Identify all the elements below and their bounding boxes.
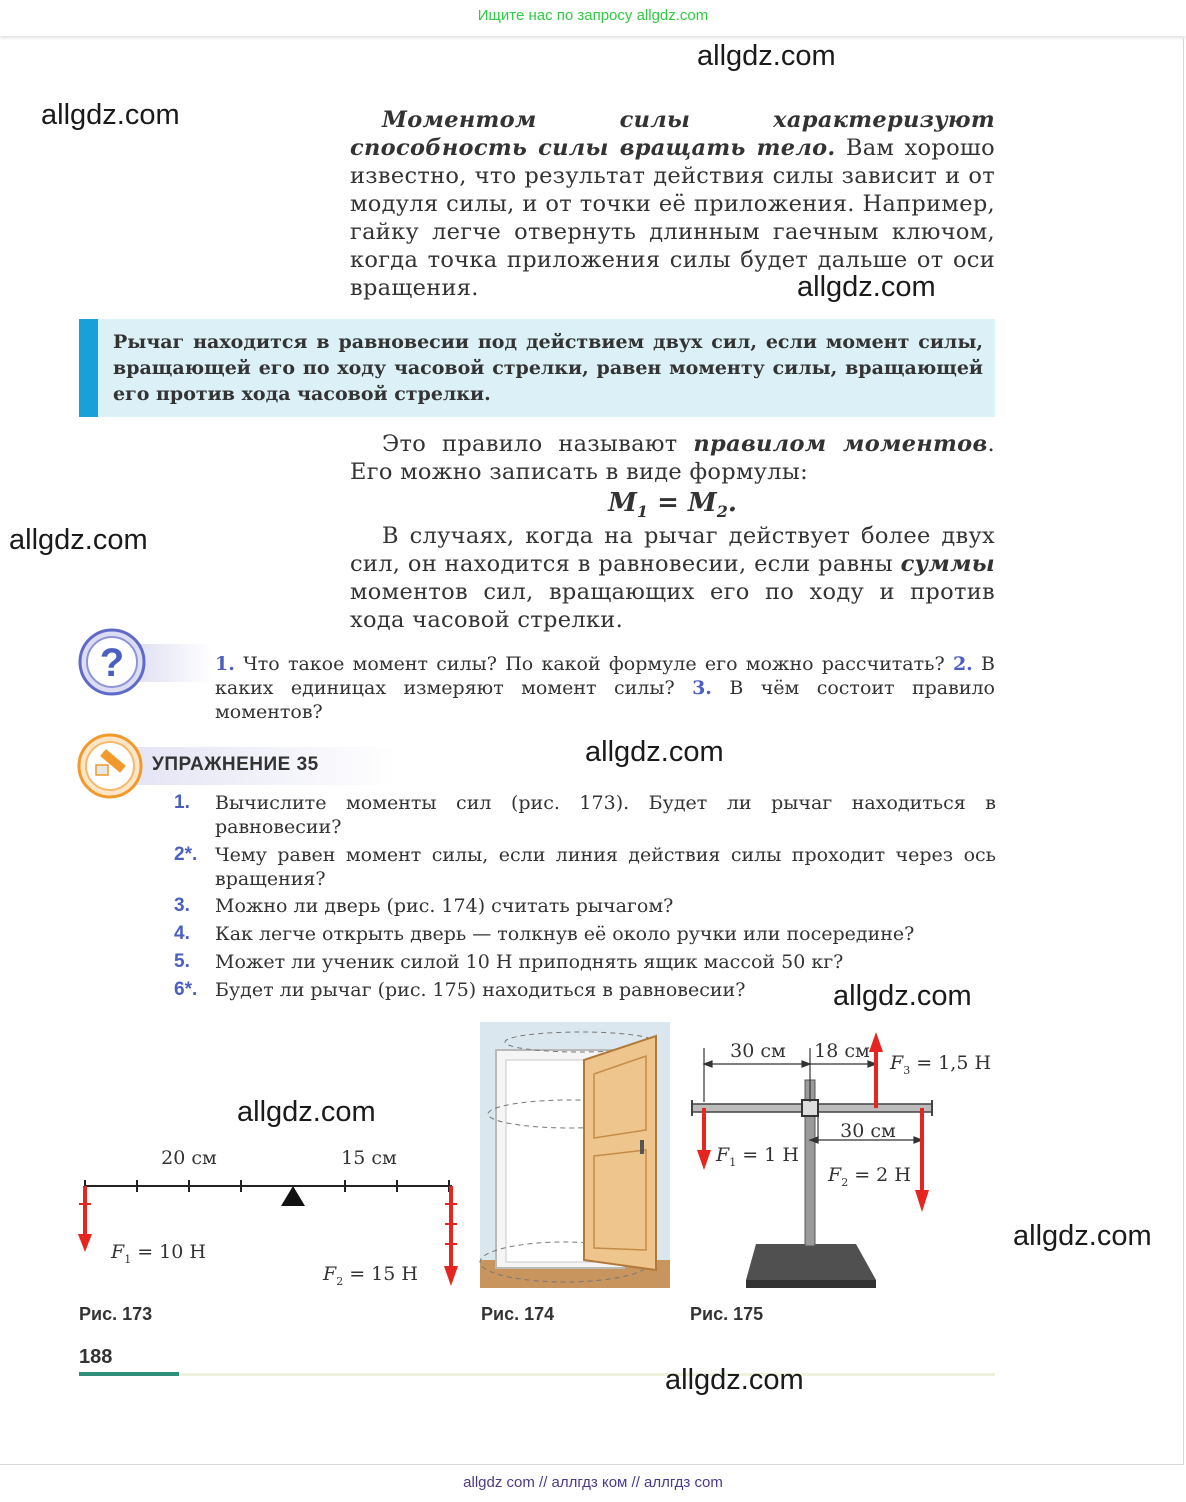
rule-box-text: Рычаг находится в равновесии под действием двух сил, если момент силы, вращающей его по ходу часовой стрелки, равен моменту силы, вращающей его против хода часовой стрелки. bbox=[113, 331, 983, 405]
label-left-arm: 20 см bbox=[161, 1147, 217, 1169]
page-footer-line bbox=[179, 1373, 995, 1376]
top-banner[interactable]: Ищите нас по запросу allgdz.com bbox=[0, 0, 1186, 36]
question-text: В чём состоит правило моментов? bbox=[215, 677, 995, 723]
watermark: allgdz.com bbox=[237, 1096, 376, 1128]
label-f2-sub: 2 bbox=[841, 1176, 849, 1189]
exercise-title: УПРАЖНЕНИЕ 35 bbox=[152, 754, 319, 775]
multi-forces-term: суммы bbox=[900, 551, 995, 577]
force-arrow-f2 bbox=[444, 1186, 458, 1286]
exercise-item-text: Будет ли рычаг (рис. 175) находиться в равновесии? bbox=[215, 979, 746, 1001]
lever-pivot bbox=[802, 1100, 818, 1116]
figure-173-lever bbox=[75, 1140, 470, 1300]
label-f2-sub: 2 bbox=[336, 1275, 344, 1288]
label-f1-value: = 1 Н bbox=[736, 1144, 799, 1166]
question-text: Что такое момент силы? По какой формуле его можно рассчитать? bbox=[234, 653, 953, 675]
question-number: 2. bbox=[952, 653, 973, 675]
page-number: 188 bbox=[79, 1346, 113, 1368]
door-handle bbox=[640, 1140, 644, 1154]
exercise-item-number: 1. bbox=[174, 792, 190, 813]
formula-m2: M bbox=[687, 488, 717, 518]
exercise-item-text: Можно ли дверь (рис. 174) считать рычагом? bbox=[215, 895, 674, 917]
label-f2-symbol: F bbox=[323, 1263, 337, 1285]
label-f3 bbox=[889, 1052, 991, 1077]
label-f3-sub: 3 bbox=[903, 1064, 911, 1077]
force-arrow-f1 bbox=[78, 1186, 92, 1252]
label-f2 bbox=[322, 1263, 418, 1288]
rule-box bbox=[79, 319, 995, 417]
rule-of-moments-after: . Его можно записать в виде формулы: bbox=[350, 431, 995, 485]
exercise-item bbox=[174, 894, 996, 918]
exercise-item bbox=[174, 950, 996, 974]
question-icon bbox=[78, 628, 213, 700]
figure-175-stand-lever bbox=[686, 1030, 996, 1295]
rule-of-moments-before: Это правило называют bbox=[382, 431, 694, 457]
exercise-item-number: 3. bbox=[174, 895, 190, 916]
label-f2-value: = 15 Н bbox=[343, 1263, 418, 1285]
questions bbox=[215, 652, 995, 724]
intro-lead: Моментом силы характеризуют способность силы вращать тело. bbox=[350, 107, 995, 161]
stand-base bbox=[746, 1244, 876, 1280]
exercise-item bbox=[174, 922, 996, 946]
page-footer-accent bbox=[79, 1372, 179, 1376]
label-arm-right: 30 см bbox=[840, 1120, 896, 1142]
label-f1-value: = 10 Н bbox=[131, 1241, 206, 1263]
label-right-arm: 15 см bbox=[341, 1147, 397, 1169]
figure-174-caption: Рис. 174 bbox=[481, 1304, 555, 1324]
question-text: В каких единицах измеряют момент силы? bbox=[215, 653, 995, 699]
label-arm-left: 30 см bbox=[730, 1040, 786, 1062]
label-f1-sub: 1 bbox=[124, 1253, 132, 1266]
label-f2 bbox=[827, 1164, 911, 1189]
watermark: allgdz.com bbox=[41, 99, 180, 131]
label-f3-symbol: F bbox=[890, 1052, 904, 1074]
exercise-item-number: 5. bbox=[174, 951, 190, 972]
multi-forces-paragraph bbox=[350, 522, 995, 634]
formula-m1: M bbox=[608, 488, 637, 518]
exercise-item-number: 6*. bbox=[174, 979, 198, 1000]
exercise-item-number: 4. bbox=[174, 923, 190, 944]
label-f1-symbol: F bbox=[111, 1241, 125, 1263]
exercise-item bbox=[174, 791, 996, 839]
rule-box-accent bbox=[79, 319, 98, 417]
label-f3-value: = 1,5 Н bbox=[910, 1052, 992, 1074]
figure-175-caption: Рис. 175 bbox=[690, 1304, 764, 1324]
force-arrow-f2 bbox=[915, 1108, 929, 1212]
stand-base-edge bbox=[746, 1280, 876, 1288]
formula-sub1: 1 bbox=[636, 502, 649, 522]
watermark: allgdz.com bbox=[1013, 1220, 1152, 1252]
rule-of-moments-paragraph bbox=[350, 430, 995, 486]
fulcrum bbox=[281, 1186, 305, 1206]
formula-eq: = bbox=[648, 488, 688, 518]
formula-end: . bbox=[727, 488, 737, 518]
label-f1-sub: 1 bbox=[729, 1156, 737, 1169]
force-arrow-f3 bbox=[869, 1032, 883, 1108]
intro-rest: Вам хорошо известно, что результат действия силы зависит и от модуля силы, и от точки её приложения. Например, гайку легче отвернуть длинным гаечным ключом, когда точка приложения силы будет дальше от оси вращения. bbox=[350, 135, 995, 301]
figure-174-door bbox=[480, 1022, 672, 1288]
label-f1-symbol: F bbox=[716, 1144, 730, 1166]
svg-text:?: ? bbox=[99, 641, 125, 685]
exercise-item-text: Чему равен момент силы, если линия действия силы проходит через ось вращения? bbox=[215, 844, 996, 890]
watermark: allgdz.com bbox=[797, 271, 936, 303]
multi-forces-before: В случаях, когда на рычаг действует более двух сил, он находится в равновесии, если равны bbox=[350, 523, 995, 577]
watermark: allgdz.com bbox=[665, 1364, 804, 1396]
exercise-item bbox=[174, 843, 996, 891]
label-f2-symbol: F bbox=[828, 1164, 842, 1186]
watermark: allgdz.com bbox=[697, 40, 836, 72]
rule-of-moments-term: правилом моментов bbox=[693, 431, 988, 457]
watermark: allgdz.com bbox=[585, 736, 724, 768]
formula-sub2: 2 bbox=[716, 502, 728, 522]
question-number: 1. bbox=[215, 653, 235, 675]
exercise-item-text: Может ли ученик силой 10 Н приподнять ящик массой 50 кг? bbox=[215, 951, 844, 973]
label-f1 bbox=[110, 1241, 206, 1266]
label-f2-value: = 2 Н bbox=[848, 1164, 911, 1186]
exercise-item-text: Вычислите моменты сил (рис. 173). Будет ли рычаг находиться в равновесии? bbox=[215, 792, 996, 838]
force-arrow-f1 bbox=[697, 1108, 711, 1170]
label-arm-top-right: 18 см bbox=[814, 1040, 870, 1062]
exercise-item-text: Как легче открыть дверь — толкнув её около ручки или посередине? bbox=[215, 923, 915, 945]
figure-173-caption: Рис. 173 bbox=[79, 1304, 153, 1324]
exercise-item-number: 2*. bbox=[174, 844, 198, 865]
watermark: allgdz.com bbox=[9, 524, 148, 556]
formula bbox=[350, 488, 995, 521]
multi-forces-after: моментов сил, вращающих его по ходу и против хода часовой стрелки. bbox=[350, 579, 995, 633]
label-f1 bbox=[715, 1144, 799, 1169]
question-number: 3. bbox=[692, 677, 712, 699]
watermark: allgdz.com bbox=[833, 980, 972, 1012]
bottom-banner[interactable]: allgdz com // аллгдз ком // аллгдз com bbox=[463, 1474, 723, 1491]
